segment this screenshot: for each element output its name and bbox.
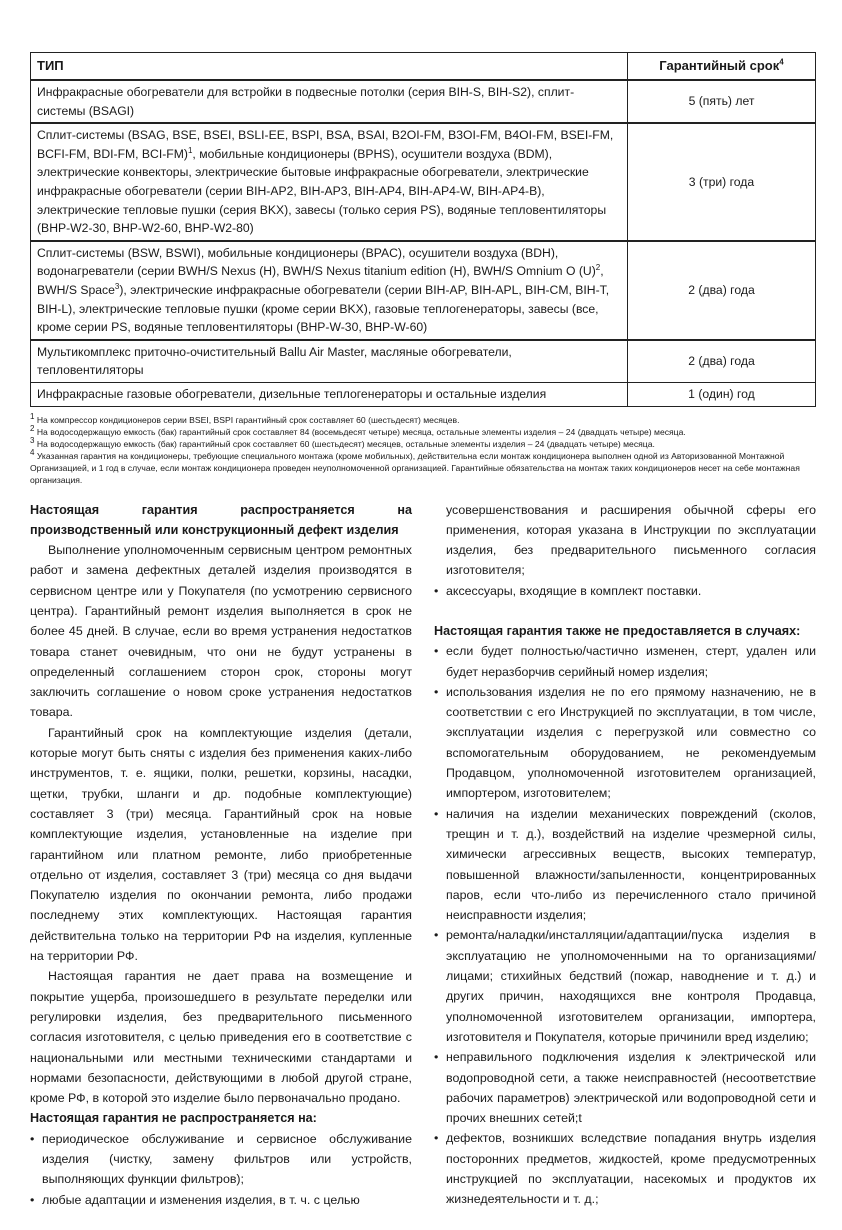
type-cell: [31, 123, 628, 241]
bullet-list: [434, 581, 816, 601]
term-cell: 1 (один) год: [628, 382, 816, 406]
type-cell: Инфракрасные обогреватели для встройки в подвесные потолки (серия BIH-S, BIH-S2), сплит-системы (BSAGI): [31, 80, 628, 123]
table-row: [31, 340, 816, 383]
list-item: • если будет полностью/частично изменен, стерт, удален или будет неразборчив серийный номер изделия;: [434, 641, 816, 682]
footnote-number: 4: [30, 447, 35, 457]
bullet-list: [434, 641, 816, 1209]
footnote-text: Указанная гарантия на кондиционеры, требующие специального монтажа (кроме мобильных), действительна если монтаж кондиционера выполнен одной из Авторизованной Монтажной Организацией, и 1 год в случае, если монтаж кондиционера проведен неуполномоченной организацией. Гарантийные обязательства на монтаж таких кондиционеров несет на себе монтажная организация.: [30, 450, 800, 485]
type-cell: [31, 241, 628, 340]
table-header: [31, 53, 816, 81]
header-type: ТИП: [31, 53, 628, 81]
footnote: [30, 423, 816, 438]
paragraph: Настоящая гарантия не дает права на возмещение и покрытие ущерба, произошедшего в результате переделки или регулировки изделия, без предварительного письменного согласия изготовителя, с целью приведения его в соответствие с национальными или местными техническими стандартами и нормами безопасности, действующими в любой другой стране, кроме РФ, в которой это изделие было первоначально продано.: [30, 969, 412, 1106]
type-text: , BWH/S Space: [37, 264, 604, 297]
list-item: • аксессуары, входящие в комплект поставки.: [434, 581, 816, 601]
paragraph: Выполнение уполномоченным сервисным центром ремонтных работ и замена дефектных деталей изделия производятся в сервисном центре или у Покупателя (по усмотрению сервисного центра). Гарантийный ремонт изделия выполняется в срок не более 45 дней. В случае, если во время устранения недостатков товара станет очевидным, что они не будут устранены в определенный соглашением сторон срок, стороны могут заключить соглашение о новом сроке устранения недостатков товара.: [30, 543, 412, 720]
term-cell: 2 (два) года: [628, 241, 816, 340]
left-column: [30, 500, 412, 1210]
section-heading: Настоящая гарантия распространяется на производственный или конструкционный дефект изделия: [30, 502, 412, 537]
paragraph: Гарантийный срок на комплектующие изделия (детали, которые могут быть сняты с изделия без применения каких-либо инструментов, т. е. ящики, полки, решетки, корзины, насадки, щетки, трубки, шланги и др. подобные комплектующие) составляет 3 (три) месяца. Гарантийный срок на новые комплектующие изделия, установленные на изделие при гарантийном или платном ремонте, либо приобретенные отдельно от изделия, составляет 3 (три) месяца со дня выдачи Покупателю изделия по окончании ремонта, либо продажи последнему этих комплектующих. Настоящая гарантия действительна только на территории РФ на изделия, купленные на территории РФ.: [30, 725, 412, 964]
footnote-text: На водосодержащую емкость (бак) гарантийный срок составляет 84 (восемьдесят четыре) месяца, остальные элементы изделия – 24 (двадцать четыре) месяца.: [34, 426, 686, 437]
type-text: , мобильные кондиционеры (BPHS), осушители воздуха (BDM), электрические конвекторы, электрические бытовые инфракрасные обогреватели, электрические инфракрасные обогреватели (серии BIH-AP2, BIH-AP3, BIH-AP4, BIH-AP4-W, BIH-AP4-B), электрические тепловые пушки (серия BKX), завесы (только серия PS), водяные тепловентиляторы (BHP-W2-30, BHP-W2-60, BHP-W2-80): [37, 146, 607, 236]
footnote-text: На компрессор кондиционеров серии BSEI, BSPI гарантийный срок составляет 60 (шестьдесят) месяцев.: [34, 414, 460, 425]
type-cell: Мультикомплекс приточно-очистительный Ballu Air Master, масляные обогреватели, тепловентиляторы: [31, 340, 628, 383]
footnote-ref: 4: [779, 57, 784, 67]
term-cell: 3 (три) года: [628, 123, 816, 241]
footnote: [30, 435, 816, 450]
bullet-list: [30, 1129, 412, 1210]
section-heading: Настоящая гарантия также не предоставляется в случаях:: [434, 623, 801, 638]
list-item: • использования изделия не по его прямому назначению, не в соответствии с его Инструкцией по эксплуатации, в том числе, эксплуатации изделия с перегрузкой или совместно со вспомогательным оборудованием, не рекомендуемым Продавцом, уполномоченной изготовителем организацией, импортером, изготовителем;: [434, 682, 816, 804]
footnote: [30, 447, 816, 486]
footnotes: [30, 411, 816, 486]
footnote-ref: 3: [114, 281, 120, 291]
footnote-text: На водосодержащую емкость (бак) гарантийный срок составляет 60 (шестьдесят) месяцев, остальные элементы изделия – 24 (двадцать четыре) месяца.: [34, 438, 655, 449]
list-item: • периодическое обслуживание и сервисное обслуживание изделия (чистку, замену фильтров или устройств, выполняющих функции фильтров);: [30, 1129, 412, 1190]
footnote-number: 2: [30, 423, 35, 433]
list-item: • ремонта/наладки/инсталляции/адаптации/пуска изделия в эксплуатацию не уполномоченными на то организациями/лицами; стихийных бедствий (пожар, наводнение и т. д.) и других причин, находящихся вне контроля Продавца, уполномоченной изготовителем организации, импортера, изготовителя и Покупателя, которые причинили вред изделию;: [434, 925, 816, 1047]
table-row: [31, 80, 816, 123]
table-row: [31, 382, 816, 406]
header-term-label: Гарантийный срок: [659, 57, 780, 73]
list-item-continuation: усовершенствования и расширения обычной сферы его применения, которая указана в Инструкции по эксплуатации изделия, без предварительного письменного согласия изготовителя;: [446, 502, 816, 578]
type-text: Сплит-системы (BSAG, BSE, BSEI, BSLI-EE, BSPI, BSA, BSAI, B2OI-FM, B3OI-FM, B4OI-FM, BSEI-FM, BCFI-FM, BDI-FM, BCI-FM): [37, 128, 614, 161]
term-cell: 2 (два) года: [628, 340, 816, 383]
term-cell: 5 (пять) лет: [628, 80, 816, 123]
list-item: • наличия на изделии механических повреждений (сколов, трещин и т. д.), воздействий на изделие чрезмерной силы, химически агрессивных веществ, высоких температур, повышенной влажности/запыленности, концентрированных паров, если что-либо из перечисленного стало причиной неисправности изделия;: [434, 804, 816, 926]
list-item: • дефектов, возникших вследствие попадания внутрь изделия посторонних предметов, жидкостей, кроме предусмотренных инструкцией по эксплуатации, насекомых и продуктов их жизнедеятельности и т. д.;: [434, 1128, 816, 1209]
header-term: [628, 53, 816, 81]
right-column: [434, 500, 816, 1210]
table-row: [31, 123, 816, 241]
footnote-ref: 2: [595, 263, 601, 273]
text-columns: [30, 500, 816, 1210]
type-cell: Инфракрасные газовые обогреватели, дизельные теплогенераторы и остальные изделия: [31, 382, 628, 406]
type-text: Сплит-системы (BSW, BSWI), мобильные кондиционеры (BPAC), осушители воздуха (BDH), водонагреватели (серии BWH/S Nexus (H), BWH/S Nexus titanium edition (H), BWH/S Omnium O (U): [37, 245, 596, 279]
list-item: • любые адаптации и изменения изделия, в т. ч. с целью: [30, 1190, 412, 1210]
type-text: ), электрические инфракрасные обогреватели (серии BIH-AP, BIH-APL, BIH-CM, BIH-T, BIH-L), электрические тепловые пушки (кроме серии BKX), газовые теплогенераторы, завесы (все, кроме серии PS, водяные тепловентиляторы (BHP-W-30, BHP-W-60): [37, 282, 610, 335]
footnote-number: 1: [30, 411, 35, 421]
footnote-ref: 1: [187, 145, 193, 155]
list-item: • неправильного подключения изделия к электрической или водопроводной сети, а также неисправностей (несоответствие рабочих параметров) электрической или водопроводной сети и прочих внешних сетей;t: [434, 1047, 816, 1128]
table-row: [31, 241, 816, 340]
section-heading: Настоящая гарантия не распространяется на:: [30, 1111, 317, 1126]
warranty-table: [30, 52, 816, 407]
footnote-number: 3: [30, 435, 35, 445]
footnote: [30, 411, 816, 426]
